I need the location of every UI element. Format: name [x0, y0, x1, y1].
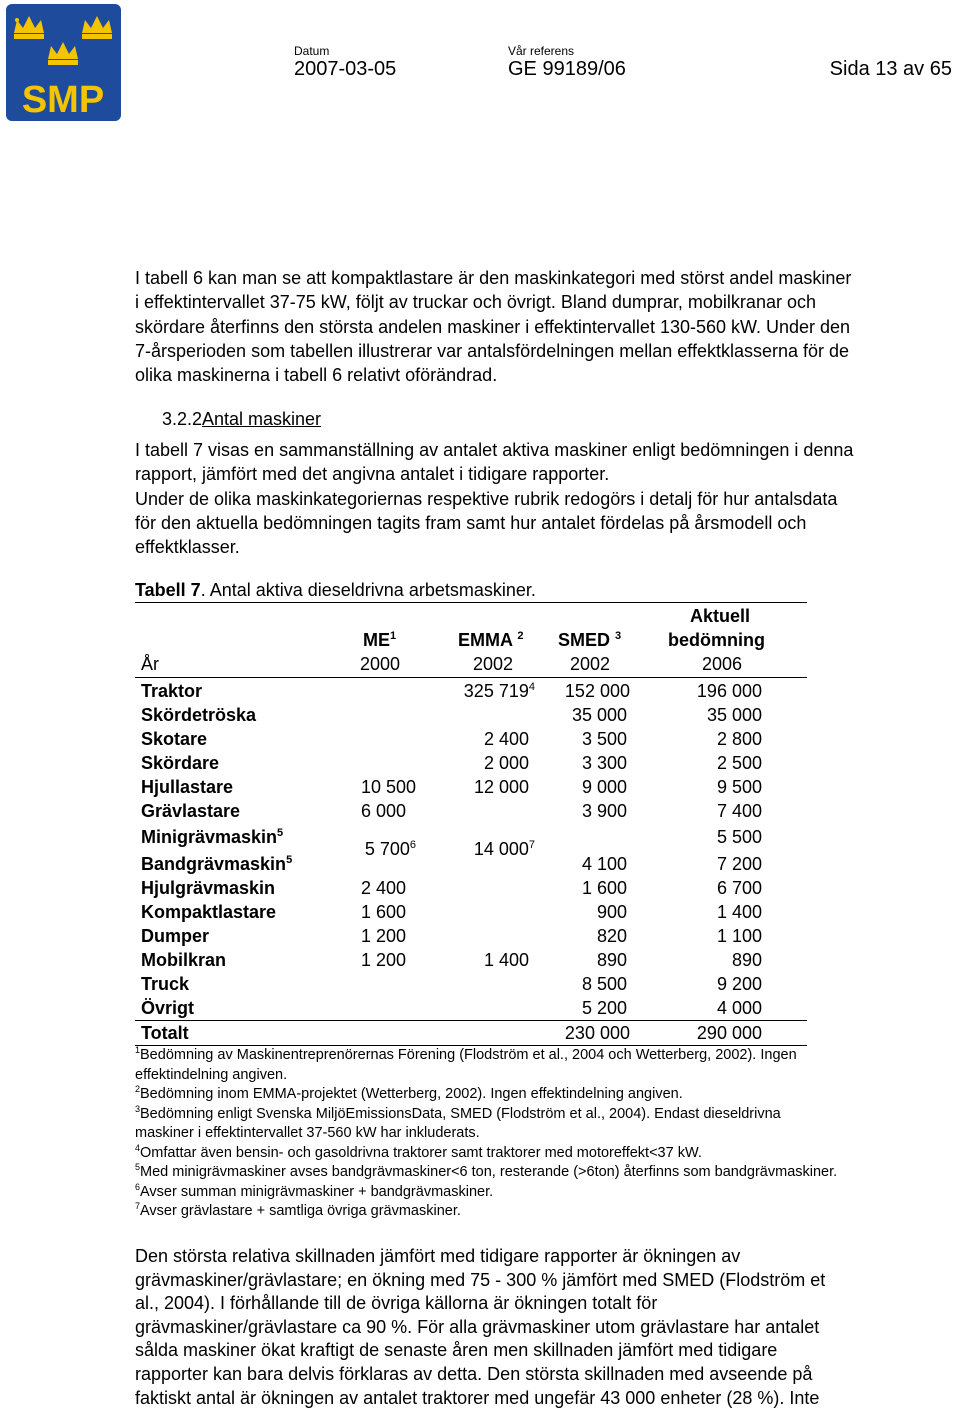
- year-emma: 2002: [473, 654, 514, 674]
- col-header-emma: EMMA $^2$: [458, 630, 524, 650]
- footnote: $^7$Avser grävlastare + samtliga övriga grävmaskiner.: [135, 1201, 461, 1219]
- text-line: i effektintervallet 37-75 kW, följt av truckar och övrigt. Bland dumprar, mobilkranar och: [135, 292, 816, 313]
- text-line: grävmaskiner/grävlastare ca 90 %. För alla grävmaskiner utom grävlastare har antalet: [135, 1316, 820, 1337]
- page-number: Sida 13 av 65: [829, 58, 952, 80]
- cell-smed: 890: [596, 950, 627, 970]
- text-line: för den aktuella bedömningen tagits fram samt hur antalet fördelas på årsmodell och: [135, 512, 807, 533]
- cell-smed: 5 200: [581, 998, 627, 1018]
- three-crowns-icon: [6, 4, 121, 121]
- year-me: 2000: [360, 654, 401, 674]
- cell-aktuell: 5 500: [716, 827, 762, 847]
- cell-me: 1 200: [360, 926, 406, 946]
- cell-smed-total: 230 000: [564, 1023, 630, 1043]
- cell-me: 2 400: [360, 878, 406, 898]
- cell-emma: 325 $719^4$: [463, 681, 535, 701]
- footnotes: [135, 1046, 955, 1222]
- row-label: Bandgrävmaskin$^5$: [141, 854, 293, 874]
- footnote: $^3$Bedömning enligt Svenska MiljöEmissionsData, SMED (Flodström et al., 2004). Endast dieseldrivna: [135, 1103, 781, 1122]
- row-label: Traktor: [141, 681, 203, 701]
- reference-label: Vår referens: [508, 44, 575, 58]
- col-header-aktuell: Aktuell: [690, 606, 751, 626]
- text-line: Under de olika maskinkategoriernas respektive rubrik redogörs i detalj för hur antalsdata: [135, 488, 838, 509]
- row-label: Hjullastare: [141, 777, 234, 797]
- footnote: $^4$Omfattar även bensin- och gasoldrivna traktorer samt traktorer med motoreffekt<37 kW.: [135, 1142, 702, 1161]
- row-label: Övrigt: [141, 998, 195, 1018]
- cell-me: 1 200: [360, 950, 406, 970]
- cell-emma-merged: 14 $000^7$: [473, 839, 535, 859]
- cell-smed: 9 000: [581, 777, 627, 797]
- row-label: Kompaktlastare: [141, 902, 277, 922]
- footnote-continuation: maskiner i effektintervallet 37-560 kW har inkluderats.: [135, 1125, 480, 1141]
- logo-text: SMP: [21, 79, 105, 121]
- cell-smed: 8 500: [581, 974, 627, 994]
- cell-aktuell: 7 200: [716, 854, 762, 874]
- text-line: rapport, jämfört med det angivna antalet i tidigare rapporter.: [135, 464, 610, 485]
- year-smed: 2002: [570, 654, 611, 674]
- text-line: effektklasser.: [135, 537, 240, 558]
- section-heading: [135, 409, 321, 430]
- table-header-rule: [135, 677, 807, 678]
- section-title: Antal maskiner: [202, 409, 322, 429]
- cell-aktuell: 7 400: [716, 801, 762, 821]
- text-line: Den största relativa skillnaden jämfört med tidigare rapporter är ökningen av: [135, 1246, 741, 1266]
- text-line: I tabell 6 kan man se att kompaktlastare är den maskinkategori med störst andel maskiner: [135, 268, 852, 288]
- table-top-rule: [135, 602, 807, 603]
- cell-emma: 2 400: [483, 729, 529, 749]
- cell-aktuell: 890: [731, 950, 762, 970]
- row-label: Dumper: [141, 926, 210, 946]
- row-label: Minigrävmaskin$^5$: [141, 827, 284, 847]
- cell-smed: 4 100: [581, 854, 627, 874]
- text-line: sålda maskiner ökat kraftigt de senaste åren men skillnaden jämfört med tidigare: [135, 1340, 778, 1361]
- cell-aktuell: 2 800: [716, 729, 762, 749]
- cell-smed: 3 500: [581, 729, 627, 749]
- cell-emma: 1 400: [483, 950, 529, 970]
- body-paragraph: [135, 438, 955, 559]
- cell-smed: 152 000: [564, 681, 630, 701]
- row-label-total: Totalt: [141, 1023, 189, 1043]
- cell-aktuell: 4 000: [716, 998, 762, 1018]
- text-line: skördare återfinns den största andelen maskiner i effektintervallet 130-560 kW. Under den: [135, 316, 851, 337]
- cell-smed: 3 300: [581, 753, 627, 773]
- date-label: Datum: [294, 44, 330, 58]
- cell-emma: 2 000: [483, 753, 529, 773]
- footnote: $^1$Bedömning av Maskinentreprenörernas Förening (Flodström et al., 2004 och Wetterberg, 2002). Ingen: [135, 1045, 797, 1063]
- date-value: 2007-03-05: [294, 58, 397, 80]
- cell-smed: 1 600: [581, 878, 627, 898]
- table-caption-label: Tabell 7: [135, 580, 201, 600]
- cell-aktuell: 35 000: [706, 705, 762, 725]
- row-label: Skördare: [141, 753, 220, 773]
- text-line: faktiskt antal är ökningen av antalet traktorer med ungefär 43 000 enheter (28 %). Inte: [135, 1387, 820, 1408]
- cell-smed: 820: [596, 926, 627, 946]
- text-line: I tabell 7 visas en sammanställning av antalet aktiva maskiner enligt bedömningen i denna: [135, 440, 854, 460]
- row-label: Grävlastare: [141, 801, 241, 821]
- cell-emma: 12 000: [473, 777, 529, 797]
- cell-smed: 35 000: [571, 705, 627, 725]
- cell-aktuell-total: 290 000: [696, 1023, 762, 1043]
- footnote-continuation: effektindelning angiven.: [135, 1066, 288, 1083]
- section-number: 3.2.2: [161, 409, 202, 429]
- cell-smed: 3 900: [581, 801, 627, 821]
- row-label: Hjulgrävmaskin: [141, 878, 276, 898]
- cell-me: 10 500: [360, 777, 416, 797]
- year-aktuell: 2006: [702, 654, 743, 674]
- col-header-me: $ME^1$: [363, 630, 397, 650]
- cell-me-merged: 5 $700^6$: [364, 839, 416, 859]
- footnote: $^6$Avser summan minigrävmaskiner + bandgrävmaskiner.: [135, 1181, 494, 1200]
- year-label: År: [141, 654, 159, 674]
- cell-me: 1 600: [360, 902, 406, 922]
- closing-paragraph: [135, 1245, 955, 1410]
- table-caption-text: . Antal aktiva dieseldrivna arbetsmaskiner.: [200, 580, 536, 600]
- cell-aktuell: 2 500: [716, 753, 762, 773]
- cell-aktuell: 196 000: [696, 681, 762, 701]
- row-label: Truck: [141, 974, 190, 994]
- cell-me: 6 000: [360, 801, 406, 821]
- cell-smed: 900: [596, 902, 627, 922]
- text-line: grävmaskiner/grävlastare; en ökning med 75 - 300 % jämfört med SMED (Flodström et: [135, 1269, 826, 1290]
- text-line: al., 2004). I förhållande till de övriga källorna är ökningen totalt för: [135, 1293, 658, 1314]
- cell-aktuell: 1 400: [716, 902, 762, 922]
- row-label: Skördetröska: [141, 705, 257, 725]
- text-line: rapporter kan bara delvis förklaras av detta. Den största skillnaden med avseende på: [135, 1363, 813, 1384]
- text-line: 7-årsperioden som tabellen illustrerar var antalsfördelningen mellan effektklasserna för de: [135, 340, 850, 361]
- footnote: $^2$Bedömning inom EMMA-projektet (Wetterberg, 2002). Ingen effektindelning angiven.: [135, 1084, 683, 1102]
- table-caption: [135, 580, 536, 601]
- reference-value: GE 99189/06: [508, 58, 626, 80]
- intro-paragraph: [135, 266, 955, 387]
- text-line: olika maskinerna i tabell 6 relativt oförändrad.: [135, 365, 498, 386]
- col-header-bedomning: bedömning: [668, 630, 765, 650]
- cell-aktuell: 1 100: [716, 926, 762, 946]
- cell-aktuell: 6 700: [716, 878, 762, 898]
- smp-logo: [6, 4, 121, 121]
- cell-aktuell: 9 500: [716, 777, 762, 797]
- cell-aktuell: 9 200: [716, 974, 762, 994]
- table-total-rule: [135, 1020, 807, 1021]
- row-label: Mobilkran: [141, 950, 227, 970]
- footnote: $^5$Med minigrävmaskiner avses bandgrävmaskiner<6 ton, resterande (>6ton) återfinns som bandgrävmaskiner.: [135, 1162, 838, 1180]
- row-label: Skotare: [141, 729, 208, 749]
- col-header-smed: SMED $^3$: [558, 630, 622, 650]
